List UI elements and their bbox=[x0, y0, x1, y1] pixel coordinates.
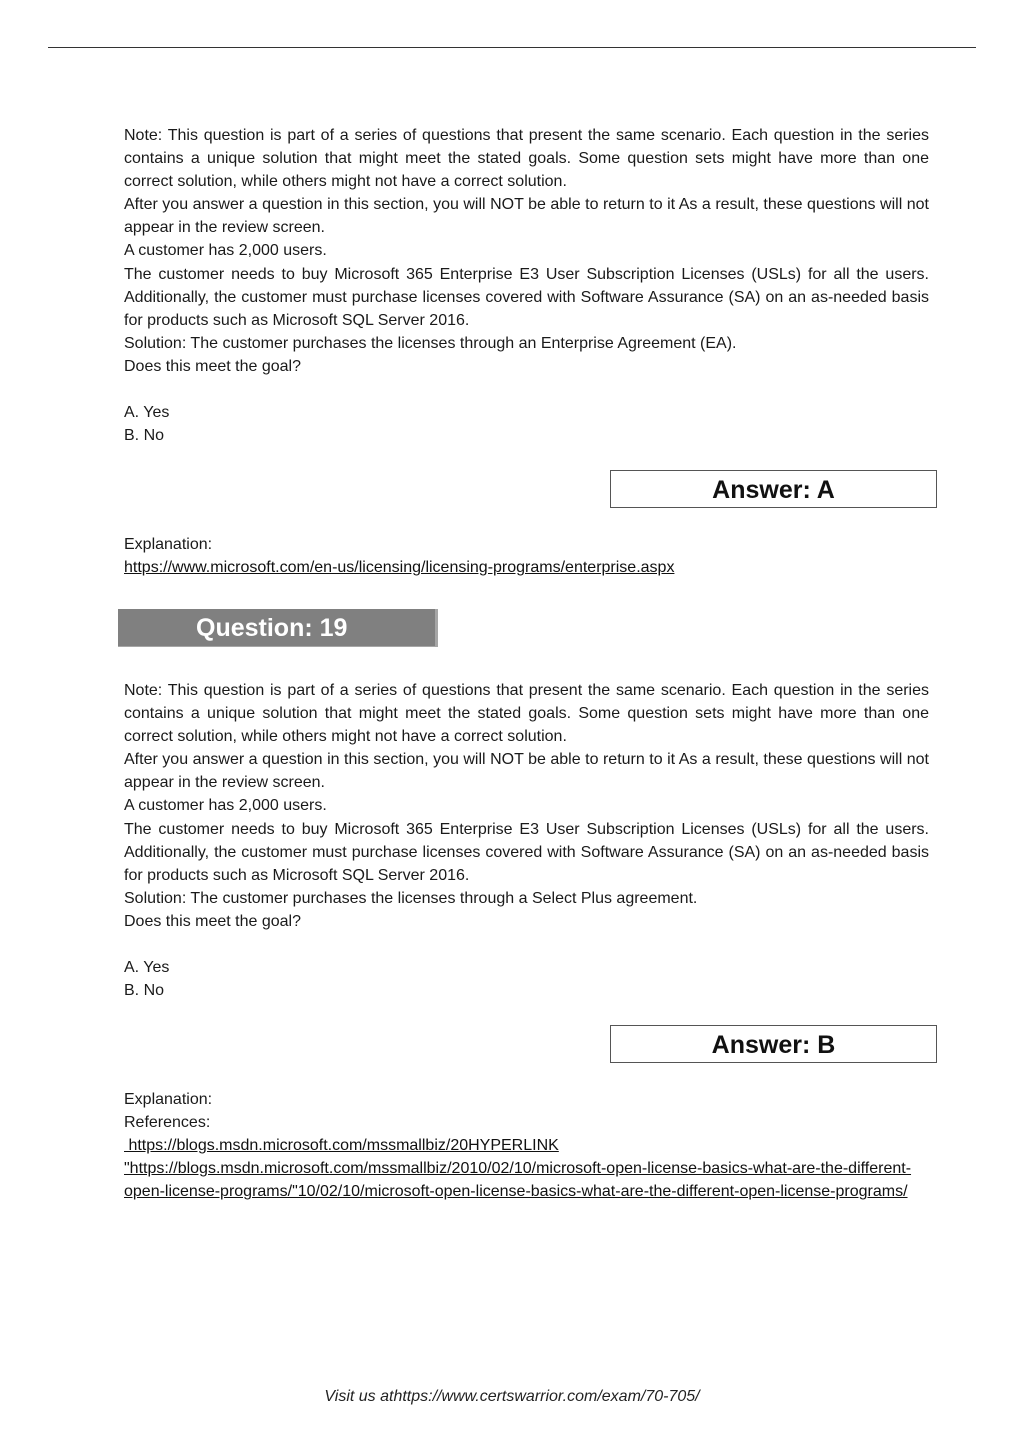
q19-reference-link-1[interactable]: https://blogs.msdn.microsoft.com/mssmallbiz/20HYPERLINK bbox=[124, 1137, 559, 1155]
question-19-text bbox=[124, 679, 929, 1002]
q18-explanation bbox=[124, 533, 929, 579]
header-rule bbox=[48, 47, 976, 48]
question-18-text bbox=[124, 124, 929, 447]
q18-answer-box: Answer: A bbox=[610, 470, 937, 508]
q18-warning: After you answer a question in this section, you will NOT be able to return to it As a result, these questions will not appear in the review screen. bbox=[124, 196, 929, 237]
question-19-banner: Question: 19 bbox=[118, 609, 438, 647]
q18-users: A customer has 2,000 users. bbox=[124, 242, 327, 260]
q19-reference-link-2[interactable]: "https://blogs.msdn.microsoft.com/mssmallbiz/2010/02/10/microsoft-open-license-basics-what-are-the-different-open-license-programs/"10/02/10/microsoft-open-license-basics-what-are-the-different-open-license-programs/ bbox=[124, 1160, 912, 1201]
q18-requirement: The customer needs to buy Microsoft 365 Enterprise E3 User Subscription Licenses (USLs) for all the users. Additionally, the customer must purchase licenses covered with Software Assurance (SA) on an as-needed basis for products such as Microsoft SQL Server 2016. bbox=[124, 265, 929, 329]
q18-prompt: Does this meet the goal? bbox=[124, 357, 301, 375]
q18-option-b: B. No bbox=[124, 427, 165, 445]
q18-note: Note: This question is part of a series of questions that present the same scenario. Each question in the series contains a unique solution that might meet the stated goals. Some question sets might have more than one correct solution, while others might not have a correct solution. bbox=[124, 127, 929, 191]
q19-solution: Solution: The customer purchases the licenses through a Select Plus agreement. bbox=[124, 889, 698, 907]
q19-explanation-label: Explanation: bbox=[124, 1091, 213, 1108]
q19-option-a: A. Yes bbox=[124, 959, 170, 977]
q19-warning: After you answer a question in this section, you will NOT be able to return to it As a result, these questions will not appear in the review screen. bbox=[124, 751, 929, 792]
q19-answer-box: Answer: B bbox=[610, 1025, 937, 1063]
q19-note: Note: This question is part of a series of questions that present the same scenario. Each question in the series contains a unique solution that might meet the stated goals. Some question sets might have more than one correct solution, while others might not have a correct solution. bbox=[124, 682, 929, 746]
q18-explanation-label: Explanation: bbox=[124, 536, 213, 553]
q19-users: A customer has 2,000 users. bbox=[124, 797, 327, 815]
footer-visit-link[interactable]: Visit us athttps://www.certswarrior.com/exam/70-705/ bbox=[324, 1388, 700, 1405]
q19-prompt: Does this meet the goal? bbox=[124, 912, 301, 930]
q19-references-label: References: bbox=[124, 1114, 211, 1132]
q18-option-a: A. Yes bbox=[124, 404, 170, 422]
q18-solution: Solution: The customer purchases the licenses through an Enterprise Agreement (EA). bbox=[124, 334, 737, 352]
q18-explanation-link[interactable]: https://www.microsoft.com/en-us/licensing/licensing-programs/enterprise.aspx bbox=[124, 559, 675, 577]
q19-requirement: The customer needs to buy Microsoft 365 Enterprise E3 User Subscription Licenses (USLs) for all the users. Additionally, the customer must purchase licenses covered with Software Assurance (SA) on an as-needed basis for products such as Microsoft SQL Server 2016. bbox=[124, 820, 929, 884]
q19-option-b: B. No bbox=[124, 982, 165, 1000]
q19-explanation bbox=[124, 1088, 929, 1203]
